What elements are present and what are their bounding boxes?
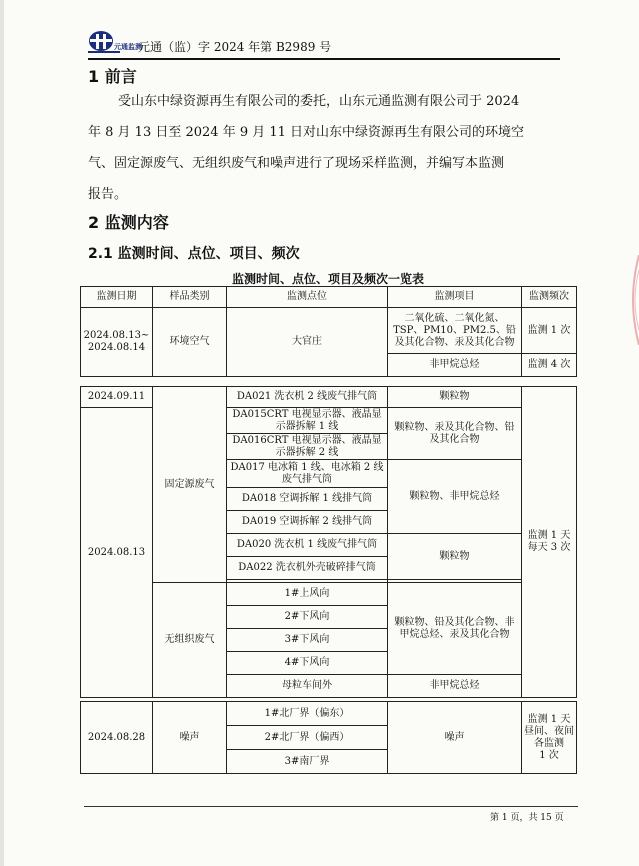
item-cell: 非甲烷总烃 bbox=[388, 354, 522, 377]
item-cell: 颗粒物、铅及其化合物、非甲烷总烃、汞及其化合物 bbox=[388, 583, 522, 675]
point-cell: 3#南厂界 bbox=[227, 750, 388, 774]
header-category: 样品类别 bbox=[153, 287, 227, 308]
item-cell: 颗粒物 bbox=[388, 387, 522, 408]
header-rule bbox=[88, 58, 560, 60]
point-cell: 2#下风向 bbox=[227, 606, 388, 629]
table-header-row bbox=[81, 287, 577, 308]
subsection-heading: 2.1 监测时间、点位、项目、频次 bbox=[88, 246, 300, 262]
point-cell: 母粒车间外 bbox=[227, 675, 388, 698]
point-cell: DA017 电冰箱 1 线、电冰箱 2 线废气排气筒 bbox=[227, 460, 388, 488]
point-cell: 2#北厂界（偏西） bbox=[227, 726, 388, 750]
spacer-row bbox=[81, 377, 577, 387]
seal-stamp-edge bbox=[625, 250, 639, 350]
frequency-cell: 监测 4 次 bbox=[522, 354, 577, 377]
table-row bbox=[81, 583, 577, 606]
category-cell: 无组织废气 bbox=[153, 583, 227, 698]
page-number: 第 1 页，共 15 页 bbox=[490, 813, 564, 823]
category-cell: 环境空气 bbox=[153, 308, 227, 377]
item-cell: 颗粒物 bbox=[388, 534, 522, 580]
monitoring-table bbox=[80, 286, 577, 774]
header-item: 监测项目 bbox=[388, 287, 522, 308]
section-heading-preface: 1 前言 bbox=[88, 67, 137, 86]
table-row bbox=[81, 387, 577, 408]
date-cell: 2024.08.28 bbox=[81, 702, 153, 774]
point-cell: 1#上风向 bbox=[227, 583, 388, 606]
frequency-cell: 监测 1 天 每天 3 次 bbox=[522, 387, 577, 698]
section-heading-content: 2 监测内容 bbox=[88, 213, 169, 232]
point-cell: DA016CRT 电视显示器、液晶显示器拆解 2 线 bbox=[227, 434, 388, 460]
point-cell: DA020 洗衣机 1 线废气排气筒 bbox=[227, 534, 388, 557]
point-cell: 1#北厂界（偏东） bbox=[227, 702, 388, 726]
point-cell: DA018 空调拆解 1 线排气筒 bbox=[227, 488, 388, 511]
header-point: 监测点位 bbox=[227, 287, 388, 308]
date-cell: 2024.08.13 bbox=[81, 408, 153, 698]
date-cell: 2024.08.13~ 2024.08.14 bbox=[81, 308, 153, 377]
logo-text: 元通监测 bbox=[114, 43, 142, 51]
document-number: 元通（监）字 2024 年第 B2989 号 bbox=[138, 40, 332, 54]
binding-edge bbox=[0, 0, 4, 866]
item-cell: 非甲烷总烃 bbox=[388, 675, 522, 698]
table-row bbox=[81, 702, 577, 726]
date-cell: 2024.09.11 bbox=[81, 387, 153, 408]
footer-rule bbox=[84, 806, 578, 807]
page-header bbox=[88, 30, 558, 58]
header-frequency: 监测频次 bbox=[522, 287, 577, 308]
point-cell: DA021 洗衣机 2 线废气排气筒 bbox=[227, 387, 388, 408]
category-cell: 噪声 bbox=[153, 702, 227, 774]
paragraph-line: 报告。 bbox=[88, 187, 128, 202]
header-date: 监测日期 bbox=[81, 287, 153, 308]
table-row bbox=[81, 308, 577, 354]
point-cell: DA015CRT 电视显示器、液晶显示器拆解 1 线 bbox=[227, 408, 388, 434]
frequency-cell: 监测 1 天 昼间、夜间各监测 1 次 bbox=[522, 702, 577, 774]
category-cell: 固定源废气 bbox=[153, 387, 227, 583]
item-cell: 颗粒物、汞及其化合物、铅及其化合物 bbox=[388, 408, 522, 460]
item-cell: 噪声 bbox=[388, 702, 522, 774]
preface-paragraph bbox=[88, 86, 562, 210]
point-cell: 大官庄 bbox=[227, 308, 388, 377]
paragraph-line: 受山东中绿资源再生有限公司的委托，山东元通监测有限公司于 2024 bbox=[118, 94, 520, 109]
paragraph-line: 年 8 月 13 日至 2024 年 9 月 11 日对山东中绿资源再生有限公司的环境空 bbox=[88, 125, 525, 140]
paragraph-line: 气、固定源废气、无组织废气和噪声进行了现场采样监测，并编写本监测 bbox=[88, 156, 505, 171]
point-cell: 3#下风向 bbox=[227, 629, 388, 652]
point-cell: 4#下风向 bbox=[227, 652, 388, 675]
point-cell: DA019 空调拆解 2 线排气筒 bbox=[227, 511, 388, 534]
item-cell: 二氧化硫、二氧化氮、TSP、PM10、PM2.5、铅及其化合物、汞及其化合物 bbox=[388, 308, 522, 354]
item-cell: 颗粒物、非甲烷总烃 bbox=[388, 460, 522, 534]
frequency-cell: 监测 1 次 bbox=[522, 308, 577, 354]
table-caption: 监测时间、点位、项目及频次一览表 bbox=[231, 272, 424, 286]
point-cell: DA022 洗衣机外壳破碎排气筒 bbox=[227, 557, 388, 580]
